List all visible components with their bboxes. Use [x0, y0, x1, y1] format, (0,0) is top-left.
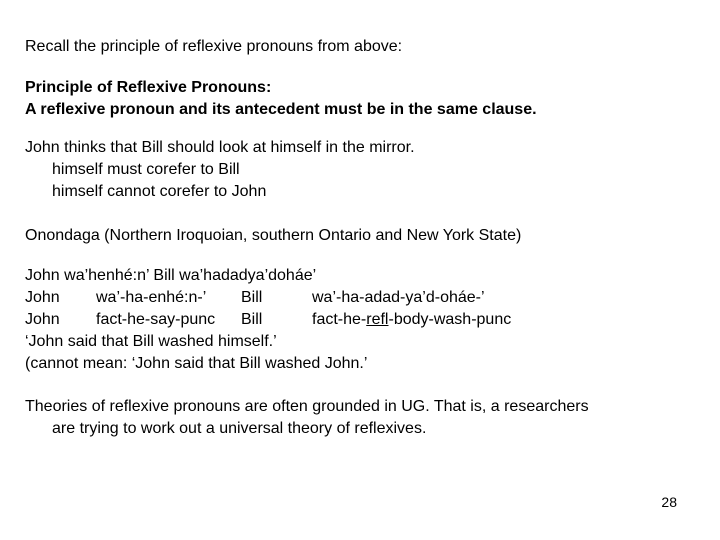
page-number: 28 — [661, 494, 677, 510]
morpheme-bill: Bill — [241, 289, 263, 306]
principle-title: Principle of Reflexive Pronouns: — [25, 79, 272, 96]
english-example-note-2: himself cannot corefer to John — [52, 183, 267, 200]
morpheme-verb-2: wa’-ha-adad-ya’d-oháe-’ — [312, 289, 485, 306]
english-example-sentence: John thinks that Bill should look at himself in the mirror. — [25, 139, 415, 156]
english-example-note-1: himself must corefer to Bill — [52, 161, 240, 178]
gloss-verb-2-suffix: -body-wash-punc — [388, 311, 512, 328]
morpheme-john: John — [25, 289, 60, 306]
onondaga-sentence: John wa’henhé:n’ Bill wa’hadadya’doháe’ — [25, 267, 317, 284]
cannot-mean: (cannot mean: ‘John said that Bill washed John.’ — [25, 355, 368, 372]
translation: ‘John said that Bill washed himself.’ — [25, 333, 277, 350]
gloss-verb-2-prefix: fact-he- — [312, 311, 367, 328]
gloss-verb-1: fact-he-say-punc — [96, 311, 216, 328]
gloss-refl-underlined: refl — [366, 311, 389, 328]
language-heading: Onondaga (Northern Iroquoian, southern Ontario and New York State) — [25, 227, 522, 244]
gloss-john: John — [25, 311, 60, 328]
theories-line-1: Theories of reflexive pronouns are often grounded in UG. That is, a researchers — [25, 398, 589, 415]
morpheme-verb-1: wa’-ha-enhé:n-’ — [96, 289, 207, 306]
theories-line-2: are trying to work out a universal theory of reflexives. — [52, 420, 427, 437]
gloss-bill: Bill — [241, 311, 263, 328]
intro-text: Recall the principle of reflexive pronouns from above: — [25, 38, 403, 55]
principle-statement: A reflexive pronoun and its antecedent must be in the same clause. — [25, 101, 537, 118]
gloss-verb-2 — [312, 309, 511, 331]
